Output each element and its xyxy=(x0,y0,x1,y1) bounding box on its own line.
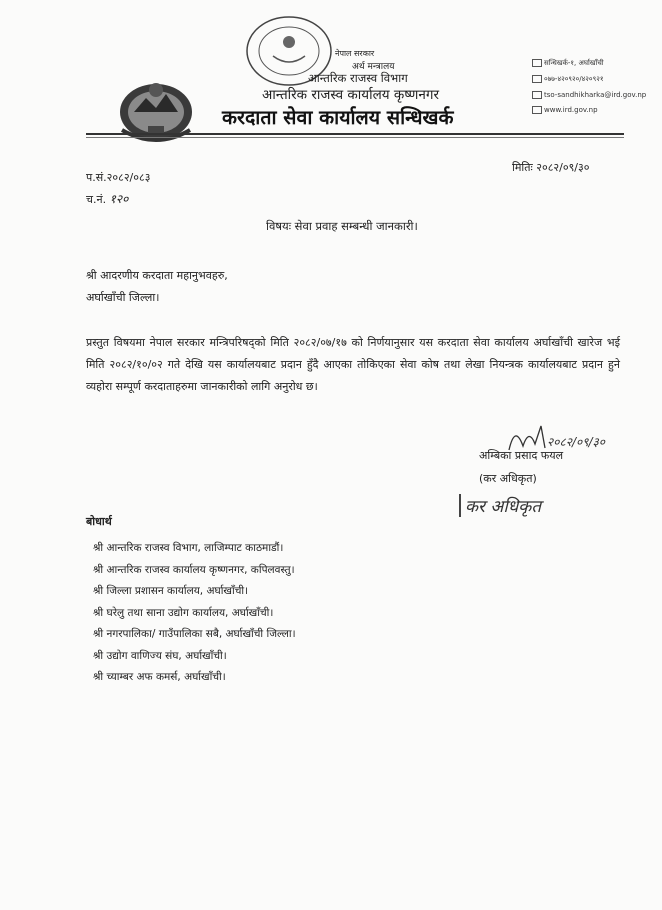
contact-phone-text: ०७७-४२०९२०/४२०९२१ xyxy=(544,75,604,83)
email-icon xyxy=(532,91,542,99)
cc-item: श्री आन्तरिक राजस्व कार्यालय कृष्णनगर, कपिलवस्तु। xyxy=(93,563,295,576)
signature-date: २०८२/०९/३० xyxy=(547,435,606,449)
cc-item: श्री आन्तरिक राजस्व विभाग, लाजिम्पाट काठमाडौं। xyxy=(93,542,284,554)
contact-website xyxy=(532,106,598,114)
cc-item: श्री उद्योग वाणिज्य संघ, अर्घाखाँची। xyxy=(93,649,227,662)
signatory-designation: (कर अधिकृत) xyxy=(479,472,537,485)
addressee-line: श्री आदरणीय करदाता महानुभवहरु, xyxy=(86,269,228,282)
government-name: नेपाल सरकार xyxy=(335,49,375,58)
letterhead-divider-thin xyxy=(86,137,624,138)
office-title: करदाता सेवा कार्यालय सन्धिखर्क xyxy=(222,106,454,129)
addressee-district: अर्घाखाँची जिल्ला। xyxy=(86,291,160,304)
letter-subject: विषयः सेवा प्रवाह सम्बन्धी जानकारी। xyxy=(266,219,418,233)
cc-item: श्री घरेलु तथा साना उद्योग कार्यालय, अर्घाखाँची। xyxy=(93,606,274,619)
web-icon xyxy=(532,106,542,114)
cc-item: श्री जिल्ला प्रशासन कार्यालय, अर्घाखाँची। xyxy=(93,585,249,597)
contact-website-text: www.ird.gov.np xyxy=(544,106,598,114)
contact-email xyxy=(532,91,646,99)
department-name: आन्तरिक राजस्व विभाग xyxy=(308,71,408,85)
letter-body: प्रस्तुत विषयमा नेपाल सरकार मन्त्रिपरिषद्को मिति २०८२/०७/१७ को निर्णयानुसार यस करदाता सेवा कार्यालय अर्घाखाँची खारेज भई मिति २०८२/१०/०२ गते देखि यस कार्यालयबाट प्रदान हुँदै आएका तोकिएका सेवा कोष तथा लेखा नियन्त्रक कार्यालयबाट प्रदान हुने व्यहोरा सम्पूर्ण करदाताहरुमा जानकारीको लागि अनुरोध छ। xyxy=(86,336,620,393)
parent-office-name: आन्तरिक राजस्व कार्यालय कृष्णनगर xyxy=(262,87,439,103)
reference-number: प.सं.२०८२/०८३ xyxy=(86,171,151,184)
letter-date: मितिः २०८२/०९/३० xyxy=(512,161,590,174)
location-icon xyxy=(532,59,542,67)
nepal-emblem-icon xyxy=(108,68,204,148)
contact-address xyxy=(532,59,604,68)
dispatch-number-value: १२० xyxy=(109,192,129,206)
contact-address-text: सन्धिखर्क-१, अर्घाखाँची xyxy=(544,59,604,67)
signatory-name: अम्बिका प्रसाद फयल xyxy=(479,449,564,462)
cc-item: श्री च्याम्बर अफ कमर्स, अर्घाखाँची। xyxy=(93,671,226,683)
ministry-name: अर्थ मन्त्रालय xyxy=(352,62,395,72)
letterhead-divider xyxy=(86,133,624,135)
phone-icon xyxy=(532,75,542,83)
dispatch-label: च.नं. xyxy=(86,193,107,206)
contact-email-text: tso-sandhikharka@ird.gov.np xyxy=(544,91,647,99)
cc-heading: बोधार्थ xyxy=(86,515,112,528)
dispatch-number xyxy=(86,190,128,207)
cc-list xyxy=(93,541,296,692)
contact-phone xyxy=(532,75,603,84)
cc-item: श्री नगरपालिका/ गाउँपालिका सबै, अर्घाखाँची जिल्ला। xyxy=(93,628,296,640)
designation-stamp: कर अधिकृत xyxy=(459,494,541,517)
